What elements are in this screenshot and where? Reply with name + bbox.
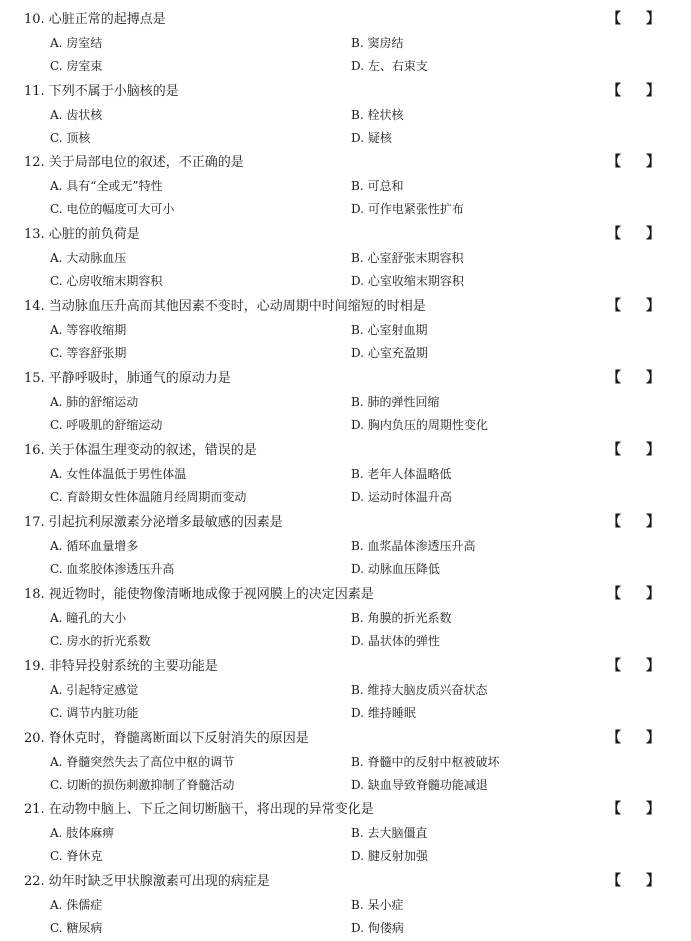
answer-bracket-left: 【 [607,658,621,674]
option-d: D. 胸内负压的周期性变化 [351,418,488,432]
option-c: C. 调节内脏功能 [50,706,139,720]
question-stem: 18. 视近物时，能使物像清晰地成像于视网膜上的决定因素是 [24,587,374,602]
option-a: A. 肢体麻痹 [50,826,115,840]
answer-bracket-left: 【 [607,83,621,99]
question-item [0,367,691,438]
option-a: A. 等容收缩期 [50,323,127,337]
option-a: A. 侏儒症 [50,898,103,912]
option-b: B. 脊髓中的反射中枢被破坏 [351,755,500,769]
option-d: D. 缺血导致脊髓功能减退 [351,778,488,792]
answer-bracket-right: 】 [646,658,660,674]
question-item [0,151,691,222]
option-b: B. 维持大脑皮质兴奋状态 [351,683,488,697]
option-b: B. 窦房结 [351,36,404,50]
option-d: D. 佝偻病 [351,921,404,935]
option-d: D. 疑核 [351,131,392,145]
option-b: B. 心室射血期 [351,323,428,337]
option-c: C. 呼吸肌的舒缩运动 [50,418,163,432]
question-item [0,870,691,941]
question-stem: 13. 心脏的前负荷是 [24,227,140,242]
option-a: A. 具有“全或无”特性 [50,179,163,193]
question-stem: 21. 在动物中脑上、下丘之间切断脑干，将出现的异常变化是 [24,802,374,817]
option-d: D. 动脉血压降低 [351,562,440,576]
option-b: B. 角膜的折光系数 [351,611,452,625]
answer-bracket-left: 【 [607,801,621,817]
option-d: D. 腱反射加强 [351,849,428,863]
option-a: A. 引起特定感觉 [50,683,139,697]
option-c: C. 心房收缩末期容积 [50,274,163,288]
answer-bracket-right: 】 [646,730,660,746]
option-c: C. 糖尿病 [50,921,103,935]
question-stem: 17. 引起抗利尿激素分泌增多最敏感的因素是 [24,515,283,530]
question-item [0,655,691,726]
option-d: D. 心室充盈期 [351,346,428,360]
option-b: B. 血浆晶体渗透压升高 [351,539,476,553]
question-item [0,295,691,366]
option-a: A. 循环血量增多 [50,539,139,553]
option-c: C. 顶核 [50,131,91,145]
option-d: D. 左、右束支 [351,59,428,73]
question-stem: 19. 非特异投射系统的主要功能是 [24,659,218,674]
question-item [0,439,691,510]
answer-bracket-left: 【 [607,298,621,314]
question-stem: 16. 关于体温生理变动的叙述，错误的是 [24,443,257,458]
answer-bracket-right: 】 [646,83,660,99]
option-c: C. 电位的幅度可大可小 [50,202,175,216]
answer-bracket-right: 】 [646,801,660,817]
option-a: A. 瞳孔的大小 [50,611,127,625]
option-b: B. 栓状核 [351,108,404,122]
question-item [0,223,691,294]
answer-bracket-right: 】 [646,298,660,314]
option-c: C. 育龄期女性体温随月经周期而变动 [50,490,247,504]
question-stem: 10. 心脏正常的起搏点是 [24,12,166,27]
option-a: A. 女性体温低于男性体温 [50,467,187,481]
answer-bracket-right: 】 [646,154,660,170]
question-stem: 11. 下列不属于小脑核的是 [24,84,179,99]
option-a: A. 房室结 [50,36,103,50]
option-a: A. 齿状核 [50,108,103,122]
question-stem: 12. 关于局部电位的叙述，不正确的是 [24,155,244,170]
question-item [0,798,691,869]
answer-bracket-left: 【 [607,226,621,242]
answer-bracket-left: 【 [607,11,621,27]
answer-bracket-right: 】 [646,586,660,602]
option-d: D. 维持睡眠 [351,706,416,720]
question-stem: 14. 当动脉血压升高而其他因素不变时，心动周期中时间缩短的时相是 [24,299,426,314]
option-b: B. 心室舒张末期容积 [351,251,464,265]
answer-bracket-left: 【 [607,370,621,386]
answer-bracket-left: 【 [607,154,621,170]
option-b: B. 肺的弹性回缩 [351,395,440,409]
option-a: A. 大动脉血压 [50,251,127,265]
question-item [0,583,691,654]
option-c: C. 脊休克 [50,849,103,863]
option-d: D. 运动时体温升高 [351,490,452,504]
answer-bracket-left: 【 [607,873,621,889]
question-stem: 15. 平静呼吸时，肺通气的原动力是 [24,371,231,386]
question-item [0,511,691,582]
option-c: C. 血浆胶体渗透压升高 [50,562,175,576]
option-b: B. 老年人体温略低 [351,467,452,481]
answer-bracket-right: 】 [646,11,660,27]
question-item [0,80,691,151]
answer-bracket-left: 【 [607,442,621,458]
answer-bracket-right: 】 [646,873,660,889]
answer-bracket-right: 】 [646,226,660,242]
answer-bracket-left: 【 [607,730,621,746]
option-c: C. 房室束 [50,59,103,73]
option-c: C. 房水的折光系数 [50,634,151,648]
option-c: C. 等容舒张期 [50,346,127,360]
answer-bracket-left: 【 [607,514,621,530]
question-item [0,727,691,798]
question-item [0,8,691,79]
question-stem: 22. 幼年时缺乏甲状腺激素可出现的病症是 [24,874,270,889]
answer-bracket-right: 】 [646,370,660,386]
option-d: D. 可作电紧张性扩布 [351,202,464,216]
option-b: B. 去大脑僵直 [351,826,428,840]
option-b: B. 呆小症 [351,898,404,912]
option-c: C. 切断的损伤刺激抑制了脊髓活动 [50,778,235,792]
option-a: A. 脊髓突然失去了高位中枢的调节 [50,755,235,769]
option-d: D. 晶状体的弹性 [351,634,440,648]
answer-bracket-right: 】 [646,442,660,458]
answer-bracket-left: 【 [607,586,621,602]
question-stem: 20. 脊休克时，脊髓离断面以下反射消失的原因是 [24,731,309,746]
option-b: B. 可总和 [351,179,404,193]
option-a: A. 肺的舒缩运动 [50,395,139,409]
option-d: D. 心室收缩末期容积 [351,274,464,288]
answer-bracket-right: 】 [646,514,660,530]
